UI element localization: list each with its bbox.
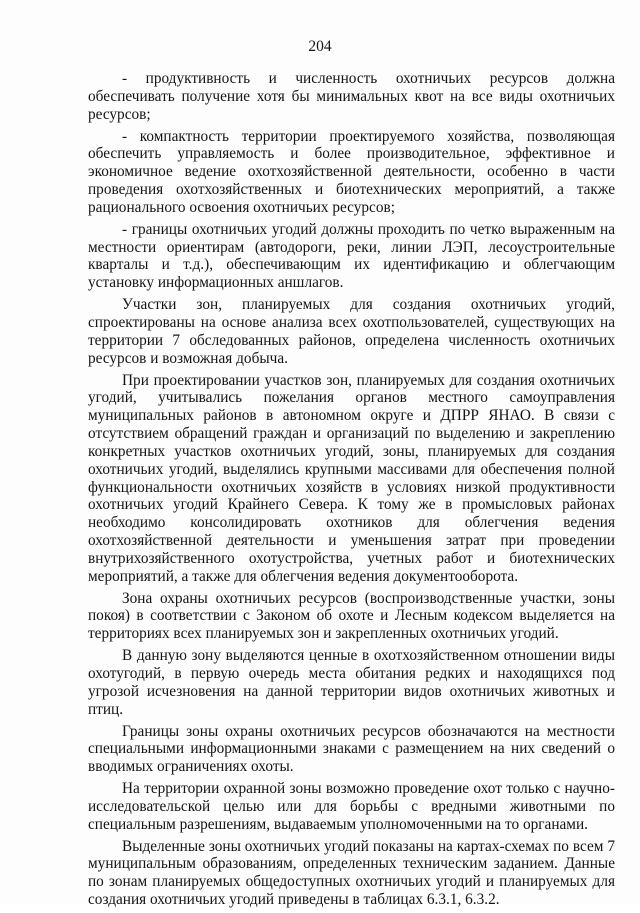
paragraph-criterion-compactness: - компактность территории проектируемого хозяйства, позволяющая обеспечить управляемость и более производительное, эффективное и экономичное ведение охотхозяйственной деятельности, особенно в части проведения охотхозяйственных и биотехнических мероприятий, а также рационального освоения охотничьих ресурсов; [88, 127, 615, 216]
paragraph-criterion-productivity: - продуктивность и численность охотничьих ресурсов должна обеспечивать получение хотя бы минимальных квот на все виды охотничьих ресурсов; [88, 70, 615, 123]
paragraph-hunting-restrictions: На территории охранной зоны возможно проведение охот только с научно-исследовательской целью или для борьбы с вредными животными по специальным разрешениям, выдаваемым уполномоченными на то органами. [88, 780, 615, 833]
paragraph-valuable-lands: В данную зону выделяются ценные в охотхозяйственном отношении виды охотугодий, в первую очередь места обитания редких и находящихся под угрозой исчезновения на данной территории видов охотничьих животных и птиц. [88, 647, 615, 718]
paragraph-protection-zone: Зона охраны охотничьих ресурсов (воспроизводственные участки, зоны покоя) в соответствии с Законом об охоте и Лесным кодексом выделяется на территориях всех планируемых зон и закрепленных охотничьих угодий. [88, 589, 615, 643]
paragraph-maps-tables: Выделенные зоны охотничьих угодий показаны на картах-схемах по всем 7 муниципальным образованиям, определенных техническим заданием. Данные по зонам планируемых общедоступных охотничьих угодий и планируемых для создания охотничьих угодий приведены в таблицах 6.3.1, 6.3.2. [88, 837, 615, 909]
paragraph-zone-sections: Участки зон, планируемых для создания охотничьих угодий, спроектированы на основе анализа всех охотпользователей, существующих на территории 7 обследованных районов, определена численность охотничьих ресурсов и возможная добыча. [88, 296, 615, 367]
paragraph-design-considerations: При проектировании участков зон, планируемых для создания охотничьих угодий, учитывались пожелания органов местного самоуправления муниципальных районов в автономном округе и ДПРР ЯНАО. В связи с отсутствием обращений граждан и организаций по выделению и закреплению конкретных участков охотничьих угодий, зоны, планируемых для создания охотничьих угодий, выделялись крупными массивами для обеспечения полной функциональности охотничьих хозяйств в условиях низкой продуктивности охотничьих угодий Крайнего Севера. К тому же в промысловых районах необходимо консолидировать охотников для облегчения ведения охотхозяйственной деятельности и уменьшения затрат при проведении внутрихозяйственного охотустройства, учетных работ и биотехнических мероприятий, а также для облегчения ведения документооборота. [88, 371, 615, 585]
body-text [88, 70, 615, 913]
paragraph-zone-boundaries: Границы зоны охраны охотничьих ресурсов обозначаются на местности специальными информационными знаками с размещением на них сведений о вводимых ограничениях охоты. [88, 722, 615, 776]
page-number: 204 [308, 38, 332, 55]
paragraph-criterion-boundaries: - границы охотничьих угодий должны проходить по четко выраженным на местности ориентирам (автодороги, реки, линии ЛЭП, лесоустроительные кварталы и т.д.), обеспечивающим их идентификацию и облегчающим установку информационных аншлагов. [88, 220, 615, 292]
